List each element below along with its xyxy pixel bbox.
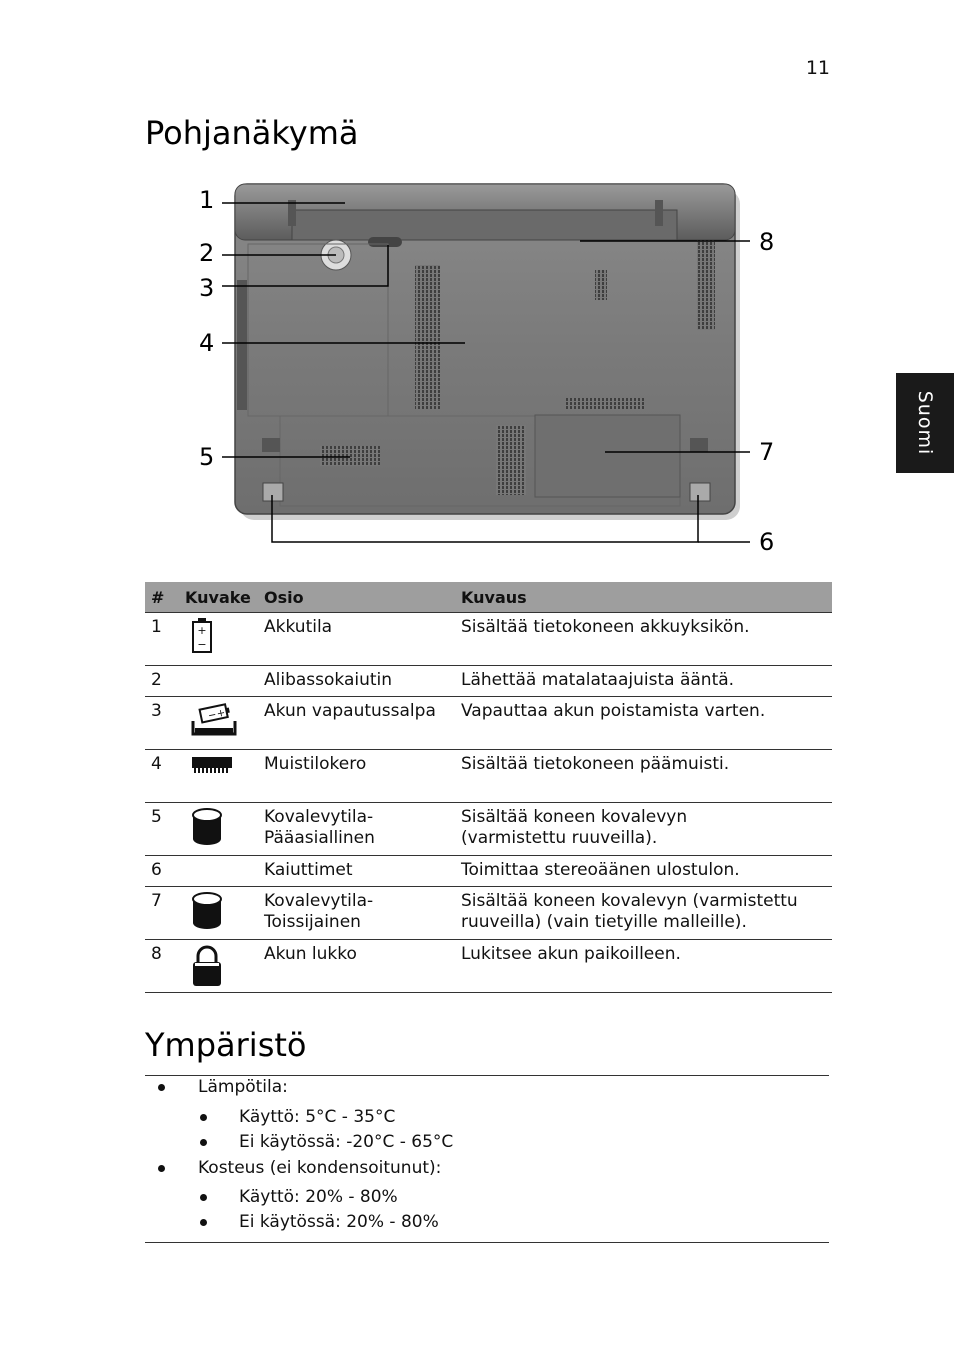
svg-text:+: +: [197, 624, 207, 637]
callout-5: 5: [199, 443, 215, 471]
memory-icon: [191, 754, 233, 776]
row-num: 3: [145, 697, 179, 750]
bullet-icon: [158, 1084, 165, 1091]
bullet-icon: [200, 1114, 207, 1121]
row-kuvaus: Sisältää koneen kovalevyn (varmistettu ruuveilla).: [455, 803, 832, 856]
page-number: 11: [805, 57, 830, 79]
row-osio: Akun lukko: [258, 940, 455, 993]
table-row: [145, 856, 832, 887]
bottom-view-table: [145, 582, 832, 993]
lock-icon: [191, 944, 223, 988]
svg-text:+: +: [215, 707, 227, 721]
callout-7: 7: [759, 438, 775, 466]
language-tab-label: Suomi: [914, 390, 936, 456]
bullet-icon: [200, 1194, 207, 1201]
bullet-icon: [200, 1219, 207, 1226]
laptop-bottom-diagram: [190, 170, 790, 570]
language-tab: [896, 373, 954, 473]
battery-icon: [191, 617, 213, 653]
table-row: [145, 750, 832, 803]
temperature-label: Lämpötila:: [198, 1077, 288, 1097]
section-title-environment: Ympäristö: [145, 1026, 307, 1064]
row-kuvaus: Toimittaa stereoäänen ulostulon.: [455, 856, 832, 887]
row-num: 1: [145, 613, 179, 666]
row-kuvaus: Sisältää koneen kovalevyn (varmistettu ruuveilla) (vain tietyille malleille).: [455, 887, 832, 940]
table-row: [145, 697, 832, 750]
battery-release-icon: [191, 701, 237, 737]
table-row: [145, 613, 832, 666]
callout-1: 1: [199, 186, 215, 214]
svg-text:−: −: [207, 709, 218, 722]
row-num: 8: [145, 940, 179, 993]
hard-disk-icon: [191, 891, 223, 931]
row-kuvaus: Lukitsee akun paikoilleen.: [455, 940, 832, 993]
bullet-icon: [200, 1139, 207, 1146]
header-num: #: [145, 582, 179, 613]
row-num: 7: [145, 887, 179, 940]
row-osio: Muistilokero: [258, 750, 455, 803]
table-row: [145, 887, 832, 940]
row-kuvaus: Sisältää tietokoneen päämuisti.: [455, 750, 832, 803]
row-osio: Akun vapautussalpa: [258, 697, 455, 750]
callout-2: 2: [199, 239, 215, 267]
header-kuvaus: Kuvaus: [455, 582, 832, 613]
table-row: [145, 940, 832, 993]
row-kuvaus: Lähettää matalataajuista ääntä.: [455, 666, 832, 697]
row-osio: Akkutila: [258, 613, 455, 666]
row-num: 6: [145, 856, 179, 887]
bullet-icon: [158, 1165, 165, 1172]
row-num: 2: [145, 666, 179, 697]
table-header-row: [145, 582, 832, 613]
section-title-bottom-view: Pohjanäkymä: [145, 114, 359, 152]
humidity-storage: Ei käytössä: 20% - 80%: [239, 1212, 439, 1232]
table-row: [145, 666, 832, 697]
temperature-operating: Käyttö: 5°C - 35°C: [239, 1107, 396, 1127]
header-osio: Osio: [258, 582, 455, 613]
row-num: 4: [145, 750, 179, 803]
humidity-label: Kosteus (ei kondensoitunut):: [198, 1158, 442, 1178]
hard-disk-icon: [191, 807, 223, 847]
callout-8: 8: [759, 228, 775, 256]
callout-3: 3: [199, 274, 215, 302]
header-icon: Kuvake: [179, 582, 258, 613]
table-row: [145, 803, 832, 856]
environment-list: [145, 1075, 829, 1243]
row-kuvaus: Sisältää tietokoneen akkuyksikön.: [455, 613, 832, 666]
humidity-operating: Käyttö: 20% - 80%: [239, 1187, 398, 1207]
row-osio: Kaiuttimet: [258, 856, 455, 887]
callout-6: 6: [759, 528, 775, 556]
row-kuvaus: Vapauttaa akun poistamista varten.: [455, 697, 832, 750]
callout-4: 4: [199, 329, 215, 357]
temperature-storage: Ei käytössä: -20°C - 65°C: [239, 1132, 454, 1152]
row-osio: Kovalevytila- Toissijainen: [258, 887, 455, 940]
row-osio: Kovalevytila- Pääasiallinen: [258, 803, 455, 856]
svg-text:−: −: [197, 638, 207, 651]
row-num: 5: [145, 803, 179, 856]
row-osio: Alibassokaiutin: [258, 666, 455, 697]
